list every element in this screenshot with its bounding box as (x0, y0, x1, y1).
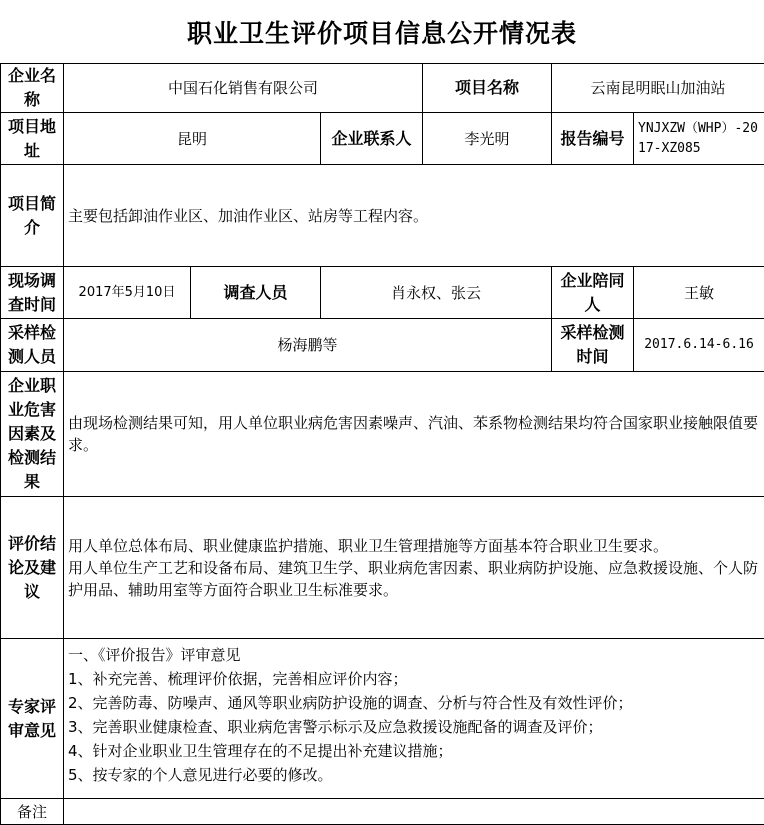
project-name-label: 项目名称 (423, 64, 552, 113)
expert-opinion-line: 3、完善职业健康检查、职业病危害警示标示及应急救援设施配备的调查及评价； (68, 715, 760, 739)
report-no-value: YNJXZW（WHP）-2017-XZ085 (634, 113, 764, 165)
contact-value: 李光明 (423, 113, 552, 165)
summary-label: 项目简介 (1, 165, 64, 267)
accompany-label: 企业陪同人 (552, 267, 634, 319)
table-row (1, 799, 764, 825)
expert-opinion-line: 2、完善防毒、防噪声、通风等职业病防护设施的调查、分析与符合性及有效性评价； (68, 691, 760, 715)
table-row (1, 267, 764, 319)
conclusion-paragraph: 用人单位总体布局、职业健康监护措施、职业卫生管理措施等方面基本符合职业卫生要求。 (68, 535, 760, 557)
sampling-time-label: 采样检测时间 (552, 319, 634, 372)
conclusion-label: 评价结论及建议 (1, 497, 64, 639)
expert-label: 专家评审意见 (1, 639, 64, 799)
expert-opinion-line: 一、《评价报告》评审意见 (68, 643, 760, 667)
hazard-label: 企业职业危害因素及检测结果 (1, 372, 64, 497)
project-address-label: 项目地址 (1, 113, 64, 165)
table-row (1, 165, 764, 267)
hazard-result-value: 由现场检测结果可知，用人单位职业病危害因素噪声、汽油、苯系物检测结果均符合国家职业接触限值要求。 (64, 372, 764, 497)
enterprise-name-value: 中国石化销售有限公司 (64, 64, 423, 113)
table-row (1, 113, 764, 165)
accompany-value: 王敏 (634, 267, 764, 319)
sampling-time-value: 2017.6.14-6.16 (634, 319, 764, 372)
contact-label: 企业联系人 (321, 113, 423, 165)
survey-time-value: 2017年5月10日 (64, 267, 191, 319)
report-no-label: 报告编号 (552, 113, 634, 165)
expert-opinion-line: 1、补充完善、梳理评价依据，完善相应评价内容； (68, 667, 760, 691)
expert-opinion-line: 4、针对企业职业卫生管理存在的不足提出补充建议措施； (68, 739, 760, 763)
sampling-staff-value: 杨海鹏等 (64, 319, 552, 372)
conclusion-value (64, 497, 764, 639)
investigators-value: 肖永权、张云 (321, 267, 552, 319)
conclusion-paragraph: 用人单位生产工艺和设备布局、建筑卫生学、职业病危害因素、职业病防护设施、应急救援设施、个人防护用品、辅助用室等方面符合职业卫生标准要求。 (68, 557, 760, 601)
expert-opinion-line: 5、按专家的个人意见进行必要的修改。 (68, 763, 760, 787)
info-table (0, 63, 764, 825)
table-row (1, 497, 764, 639)
summary-value: 主要包括卸油作业区、加油作业区、站房等工程内容。 (64, 165, 764, 267)
project-address-value: 昆明 (64, 113, 321, 165)
table-row (1, 319, 764, 372)
page-title: 职业卫生评价项目信息公开情况表 (0, 0, 764, 63)
table-row (1, 64, 764, 113)
table-row (1, 372, 764, 497)
project-name-value: 云南昆明眠山加油站 (552, 64, 764, 113)
expert-opinion-value (64, 639, 764, 799)
table-row (1, 639, 764, 799)
investigators-label: 调查人员 (191, 267, 321, 319)
enterprise-name-label: 企业名称 (1, 64, 64, 113)
sampling-staff-label: 采样检测人员 (1, 319, 64, 372)
remark-label: 备注 (1, 799, 64, 825)
remark-value (64, 799, 764, 825)
survey-time-label: 现场调查时间 (1, 267, 64, 319)
